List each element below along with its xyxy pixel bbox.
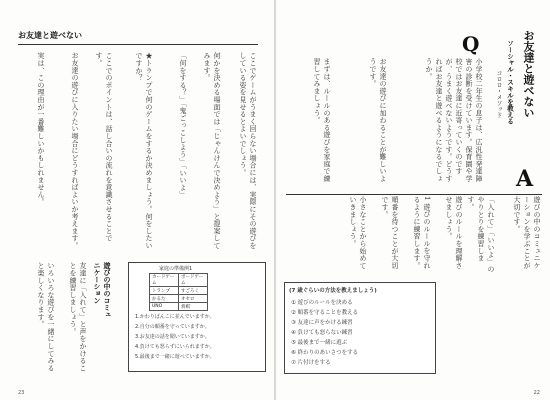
right-col-2: まずは、ルールのある遊びを家庭で練習してみましょう。: [313, 58, 331, 183]
left-col-8: 友達に「入れて」と声をかけることを練習しましょう。: [69, 262, 87, 372]
right-col-5: 遊びのルールを理解させましょう。: [445, 196, 463, 269]
left-page-number: 23: [18, 390, 25, 396]
table-cell: 将棋: [179, 303, 208, 311]
article-subtitle: ソーシャル・スキルを教える: [506, 40, 514, 125]
section-heading: 遊びの中のコミュニケーション: [93, 262, 111, 318]
table-cell: かるた: [150, 295, 179, 303]
left-col-3: 「何をする？」「鬼ごっこしよう」「いいよ」: [179, 52, 187, 199]
table-cell: すごろく: [179, 287, 208, 295]
right-col-7: 順番を待つことが大切です。: [381, 196, 399, 269]
left-col-1: ここでゲームがうまく回らない場合には、実際にその遊びをしている姿を見せるとよいでしょう。: [239, 52, 257, 250]
table-cell: UNO: [150, 303, 179, 311]
step-line: ⑦ 片付けをする: [291, 360, 331, 366]
left-col-2: 何かを決める場面では「じゃんけんで決めよう」と提案してみます。: [203, 52, 221, 250]
step-line: ① 遊びのルールを決める: [291, 300, 353, 306]
table-cell: カードゲーム: [150, 274, 179, 287]
header-rule: [18, 44, 258, 45]
left-col-6: お友達の遊びに入りたい場合にどうすればよいか考えます。: [71, 52, 79, 250]
question-text: 小学校二年生の息子は、広汎性発達障害の診断を受けています。保育園や学校ではお友達に近寄っていくのですが、うまく遊べないようです。どうすればお友達と遊べるようになるでしょうか。: [425, 58, 483, 183]
answer-mark: A: [516, 166, 534, 192]
right-page-number: 22: [533, 390, 540, 396]
section-rule: [286, 194, 542, 195]
right-col-8: 小さなことから始めていきましょう。: [349, 196, 367, 269]
right-col-6: 1 遊びのルールを守れるように練習します。: [413, 196, 431, 269]
table-title: 家庭の準備例1: [159, 266, 193, 272]
article-title: お友達と遊べない: [522, 30, 535, 118]
question-mark: Q: [462, 32, 480, 56]
left-col-9: いろいろな遊びを一緒にしてみると楽しくなります。: [37, 262, 55, 372]
left-page: [0, 0, 274, 400]
table-cell: ボードゲーム: [179, 274, 208, 287]
table-cell: トランプ: [150, 287, 179, 295]
right-page: [276, 0, 550, 400]
step-line: ⑥ 終わりのあいさつをする: [291, 350, 359, 356]
step-line: ③ 友達に声をかける練習: [291, 320, 353, 326]
check-line: 2.自分の順番を守っていますか。: [135, 324, 210, 330]
steps-box-title: (7 歳ぐらいの方法を教えましょう): [289, 288, 377, 294]
check-line: 4.負けても怒らずにいられますか。: [135, 344, 215, 350]
check-line: 1.かわりばんこに並んでいますか。: [135, 314, 215, 320]
checklist-box: [128, 262, 266, 372]
left-page-header: お友達と遊べない: [18, 31, 82, 40]
check-line: 5.最後まで一緒に遊べていますか。: [135, 354, 215, 360]
right-col-1: お友達の遊びに加わることが難しいようです。: [369, 58, 387, 183]
step-line: ⑤ 最後まで一緒に遊ぶ: [291, 340, 348, 346]
right-col-3: 遊びの中のコミュニケーションを学ぶことが大切です。: [513, 196, 541, 269]
check-line: 3.お友達の話を聞いていますか。: [135, 334, 210, 340]
article-author: コロロ・メソッド: [495, 70, 502, 118]
left-col-7: 実は、この理由が一番難しいかもしれません。: [37, 52, 45, 206]
left-col-4: ★トランプで何のゲームをするか決めましょう。何をしたいですか？: [135, 52, 153, 250]
game-table: [149, 273, 208, 311]
right-col-4: 「入れて」「いいよ」のやりとりを練習します。: [467, 196, 495, 273]
left-col-5: ここでのポイントは、話し合いの流れを意識させることです。: [95, 52, 113, 242]
step-line: ② 順番を守ることを教える: [291, 310, 359, 316]
step-line: ④ 負けても怒らない練習: [291, 330, 353, 336]
table-cell: オセロ: [179, 295, 208, 303]
steps-box: [284, 282, 436, 374]
